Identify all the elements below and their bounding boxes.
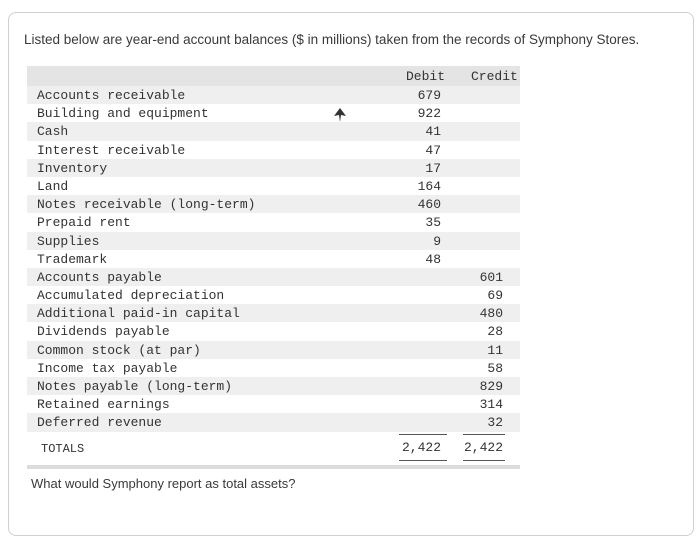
account-name: Building and equipment <box>37 106 209 122</box>
table-row <box>27 122 520 140</box>
table-row <box>27 232 520 250</box>
account-name: Inventory <box>37 160 108 176</box>
table-header-row <box>27 66 520 86</box>
account-name: Additional paid-in capital <box>37 306 240 322</box>
account-name: Notes payable (long-term) <box>37 379 233 394</box>
account-name: Deferred revenue <box>37 415 162 431</box>
totals-credit: 2,422 <box>463 439 503 455</box>
table-row <box>27 213 520 231</box>
table-row <box>27 104 520 122</box>
debit-value: 48 <box>425 251 441 267</box>
totals-row <box>27 434 520 456</box>
table-row <box>27 141 520 159</box>
credit-value: 28 <box>487 324 503 340</box>
table-row <box>27 286 520 304</box>
intro-text: Listed below are year-end account balances ($ in millions) taken from the records of Symphony Stores. <box>24 32 640 47</box>
table-row <box>27 177 520 195</box>
account-name: Accounts payable <box>37 269 162 285</box>
account-name: Common stock (at par) <box>37 342 201 358</box>
table-row <box>27 413 520 431</box>
credit-value: 11 <box>487 342 503 358</box>
account-name: Accumulated depreciation <box>37 288 225 304</box>
question-text: What would Symphony report as total assets? <box>31 476 296 491</box>
table-body <box>27 86 520 432</box>
account-name: Notes receivable (long-term) <box>37 197 256 213</box>
table-row <box>27 159 520 177</box>
credit-value: 69 <box>487 288 503 304</box>
totals-debit: 2,422 <box>401 439 441 455</box>
debit-underline-top <box>399 434 447 435</box>
header-debit: Debit <box>406 69 446 84</box>
credit-underline-top <box>463 434 505 435</box>
credit-value: 480 <box>479 306 503 322</box>
debit-value: 164 <box>417 178 441 194</box>
table-row <box>27 359 520 377</box>
credit-value: 314 <box>479 397 503 413</box>
credit-value: 829 <box>479 379 503 394</box>
header-credit: Credit <box>471 69 518 84</box>
account-name: Dividends payable <box>37 324 170 340</box>
account-name: Supplies <box>37 233 100 249</box>
debit-value: 35 <box>425 215 441 231</box>
table-bottom-border <box>27 465 520 469</box>
account-name: Prepaid rent <box>37 215 131 231</box>
account-name: Land <box>37 178 69 194</box>
account-name: Cash <box>37 124 69 140</box>
account-name: Accounts receivable <box>37 88 186 103</box>
table-row <box>27 268 520 286</box>
debit-value: 460 <box>417 197 441 213</box>
account-name: Trademark <box>37 251 108 267</box>
table-row <box>27 377 520 395</box>
debit-value: 679 <box>417 88 441 103</box>
credit-underline-bottom <box>463 460 505 461</box>
table-row <box>27 304 520 322</box>
totals-label: TOTALS <box>41 441 85 456</box>
debit-value: 17 <box>425 160 441 176</box>
debit-value: 41 <box>425 124 441 140</box>
table-row <box>27 341 520 359</box>
credit-value: 58 <box>487 360 503 376</box>
account-balances-table <box>27 66 520 456</box>
table-row <box>27 86 520 104</box>
debit-value: 922 <box>417 106 441 122</box>
debit-value: 9 <box>433 233 441 249</box>
account-name: Interest receivable <box>37 142 186 158</box>
table-row <box>27 195 520 213</box>
debit-value: 47 <box>425 142 441 158</box>
credit-value: 601 <box>479 269 503 285</box>
table-row <box>27 322 520 340</box>
account-name: Income tax payable <box>37 360 178 376</box>
debit-underline-bottom <box>399 460 447 461</box>
mouse-cursor-icon <box>334 108 346 122</box>
account-name: Retained earnings <box>37 397 170 413</box>
credit-value: 32 <box>487 415 503 431</box>
table-row <box>27 250 520 268</box>
table-row <box>27 395 520 413</box>
